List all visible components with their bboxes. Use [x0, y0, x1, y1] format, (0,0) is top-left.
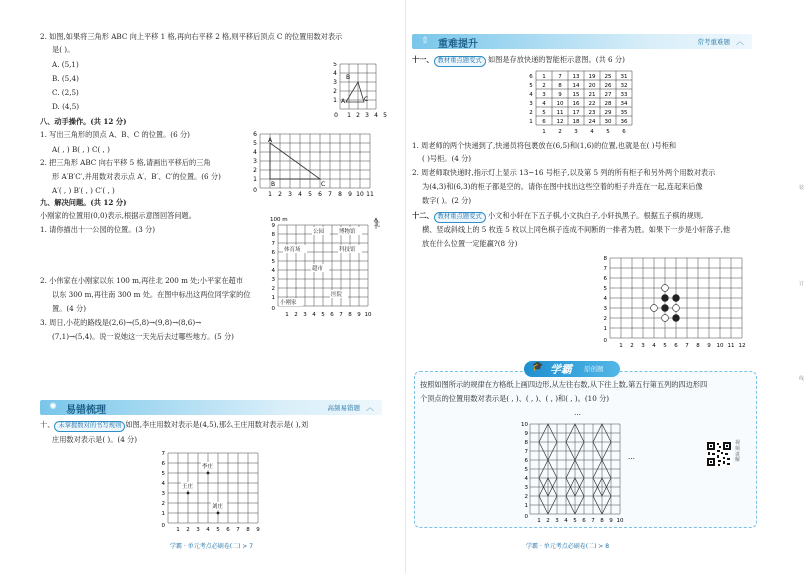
locker-cell: 34	[620, 101, 628, 107]
ytick: 3	[271, 277, 275, 283]
locker-cell: 33	[620, 92, 628, 98]
xtick: 1	[285, 312, 289, 318]
locker-cell: 27	[604, 92, 612, 98]
point-lizhuang	[207, 472, 210, 475]
q12-text-a: 小文和小轩在下五子棋,小文执白子,小轩执黑子。根据五子棋的规则,	[487, 211, 704, 220]
q2-option-a[interactable]: A. (5,1)	[52, 60, 79, 69]
lightbulb-icon: ✺	[49, 402, 57, 412]
q11-line	[412, 55, 625, 67]
xtick: 5	[308, 191, 312, 198]
ytick: 0	[161, 523, 165, 529]
q12-number: 十二、	[412, 211, 434, 220]
xtick: 3	[303, 312, 307, 318]
ytick: 5	[333, 62, 337, 68]
locker-row-label: 4	[529, 92, 533, 98]
binding-mark: 订	[799, 281, 805, 287]
xtick: 1	[619, 343, 623, 349]
original-title: 学霸	[550, 363, 572, 376]
xtick: 6	[226, 527, 230, 533]
s8-q2-line1: 2. 把三角形 ABC 向右平移 5 格,请画出平移后的三角	[40, 158, 211, 167]
s9-q2-line1: 2. 小伟家在小刚家以东 100 m,再往北 200 m 处;小平家在超市	[40, 276, 243, 285]
locker-cell: 24	[588, 119, 596, 125]
white-stone	[651, 305, 658, 312]
locker-col-label: 6	[622, 129, 626, 135]
xtick: 12	[738, 343, 746, 349]
q2-grid-figure	[326, 62, 388, 120]
ytick: 3	[161, 491, 165, 497]
xtick: 10	[616, 518, 624, 524]
xtick: 3	[288, 191, 292, 198]
mistakes-subtitle: 高频易错题	[327, 404, 360, 412]
locker-cell: 4	[542, 101, 546, 107]
locker-row-label: 3	[529, 101, 533, 107]
q11-q1-line2: ( )号柜。(4 分)	[422, 154, 472, 163]
original-line1: 按照如图所示的规律在方格纸上画四边形,从左往右数,从下往上数,第五行第五列的四边形四	[420, 380, 708, 389]
advanced-banner	[412, 34, 752, 49]
xtick: 4	[298, 191, 302, 198]
q10-grid-figure	[154, 449, 264, 533]
locker-cell: 26	[604, 83, 612, 89]
quadrilateral-pattern	[518, 420, 626, 524]
locker-cell: 28	[604, 101, 612, 107]
xtick: 2	[356, 112, 360, 119]
xtick: 8	[338, 191, 342, 198]
s9-q2-line3: 置。(4 分)	[52, 304, 87, 313]
ytick: 1	[524, 503, 528, 509]
white-stone	[673, 305, 680, 312]
qr-code-icon[interactable]	[706, 441, 732, 467]
mistakes-title: 易错梳理	[66, 405, 106, 416]
xtick: 6	[674, 343, 678, 349]
xtick: 2	[278, 191, 282, 198]
xtick: 5	[663, 343, 667, 349]
section-8-heading: 八、动手操作。(共 12 分)	[40, 117, 127, 126]
ytick: 4	[271, 268, 275, 274]
q10-line2: 庄用数对表示是( )。(4 分)	[52, 435, 138, 444]
chevron-up-icon[interactable]: ︿	[366, 403, 374, 412]
ytick: 4	[253, 149, 257, 156]
locker-cell: 2	[542, 83, 546, 89]
right-footer: 学霸 · 单元考点必刷卷(二) > 8	[526, 543, 610, 550]
s8-grid-figure	[248, 130, 380, 198]
xtick: 7	[236, 527, 240, 533]
q12-line1	[412, 211, 703, 223]
xtick: 1	[268, 191, 272, 198]
ytick: 5	[524, 467, 528, 473]
q11-number: 十一、	[412, 55, 434, 64]
xtick: 8	[348, 312, 352, 318]
white-stone	[662, 285, 669, 292]
locker-row-label: 2	[529, 110, 533, 116]
xtick: 7	[328, 191, 332, 198]
ytick: 2	[333, 88, 337, 95]
locker-cell: 22	[588, 101, 596, 107]
locker-cell: 7	[558, 74, 562, 80]
q12-line3: 放在什么位置一定能赢?(8 分)	[422, 239, 518, 248]
ytick: 1	[161, 511, 165, 517]
binding-mark: 线	[799, 376, 805, 382]
arrow-up-icon: ⇧	[421, 36, 429, 46]
locker-cell: 1	[542, 74, 546, 80]
fig-label-b: B	[346, 74, 351, 81]
q11-tag: 教材重点题变式	[434, 56, 486, 67]
xtick: 9	[357, 312, 361, 318]
place-xiaogang-home: 小刚家	[280, 300, 297, 306]
xtick: 5	[573, 518, 577, 524]
locker-cell: 19	[588, 74, 596, 80]
s8-q2-answer[interactable]: A′( , ) B′( , ) C′( , )	[52, 186, 115, 195]
place-supermarket: 超市	[312, 266, 324, 272]
s8-q1: 1. 写出三角形的顶点 A、B、C 的位置。(6 分)	[40, 130, 190, 139]
locker-row-label: 1	[529, 119, 533, 125]
xtick: 7	[685, 343, 689, 349]
ytick: 1	[253, 176, 257, 183]
s9-q3-line2: (7,1)→(5,4)。说一说她这一天先后去过哪些地方。(5 分)	[52, 332, 234, 341]
ytick: 4	[603, 296, 607, 302]
xtick: 3	[196, 527, 200, 533]
xtick: 9	[348, 191, 352, 198]
locker-cell: 18	[572, 119, 580, 125]
ytick: 0	[524, 514, 528, 520]
black-stone	[673, 295, 680, 302]
xtick: 1	[537, 518, 541, 524]
locker-cell: 29	[604, 110, 612, 116]
q2-line2: 是( )。	[52, 45, 75, 54]
s8-q2-line2: 形 A′B′C′,并用数对表示点 A′、B′、C′的位置。(6 分)	[52, 172, 221, 181]
ytick: 8	[524, 440, 528, 446]
locker-cell: 25	[604, 74, 612, 80]
xtick: 11	[727, 343, 735, 349]
black-stone	[662, 305, 669, 312]
locker-cell: 35	[620, 110, 628, 116]
s9-map-figure	[266, 213, 388, 321]
ytick: 1	[603, 326, 607, 332]
fig-label-a: A	[268, 137, 273, 144]
ytick: 6	[161, 461, 165, 467]
locker-cell: 17	[572, 110, 580, 116]
gomoku-board	[598, 254, 750, 350]
ytick: 4	[333, 70, 337, 77]
xtick: 2	[294, 312, 298, 318]
q11-text: 如图是存放快递的智能柜示意图。(共 6 分)	[487, 55, 625, 64]
locker-cell: 31	[620, 74, 628, 80]
black-stone	[662, 295, 669, 302]
ytick: 5	[253, 140, 257, 147]
xtick: 4	[374, 112, 378, 119]
ytick: 2	[253, 167, 257, 174]
triangle-abc	[346, 82, 364, 102]
ytick: 6	[603, 276, 607, 282]
locker-cell: 32	[620, 83, 628, 89]
place-liuzhuang: 刘庄	[212, 504, 224, 510]
xtick: 7	[591, 518, 595, 524]
original-line2: 个顶点的位置用数对表示是( , )、( , )、( , )和( , )。(10 分)	[420, 394, 610, 403]
xtick: 4	[652, 343, 656, 349]
ytick: 0	[253, 187, 257, 194]
ytick: 5	[271, 259, 275, 265]
fig-label-b: B	[271, 181, 276, 188]
locker-cell: 3	[542, 92, 546, 98]
xtick: 2	[546, 518, 550, 524]
q10-line1	[40, 420, 308, 432]
xtick: 3	[365, 112, 369, 119]
xtick: 4	[312, 312, 316, 318]
locker-cell: 16	[572, 101, 580, 107]
ytick: 6	[271, 250, 275, 256]
ytick: 2	[271, 286, 275, 292]
locker-col-label: 2	[558, 129, 562, 135]
s9-intro: 小刚家的位置用(0,0)表示,根据示意图回答问题。	[40, 211, 196, 220]
xtick: 2	[630, 343, 634, 349]
q2-option-b[interactable]: B. (5,4)	[52, 74, 79, 83]
xtick: 10	[716, 343, 724, 349]
ytick: 0	[271, 306, 275, 312]
place-hospital: 医院	[331, 292, 343, 298]
advanced-title: 重难提升	[438, 39, 478, 50]
ytick: 9	[524, 431, 528, 437]
place-wangzhuang: 王庄	[182, 484, 194, 490]
locker-cell: 30	[604, 119, 612, 125]
q10-text-a: 如图,李庄用数对表示是(4,5),那么王庄用数对表示是( ),刘	[125, 420, 309, 429]
locker-cell: 21	[588, 92, 596, 98]
ytick: 7	[271, 241, 275, 247]
original-subtitle: 原创题	[584, 365, 604, 373]
ytick: 7	[524, 449, 528, 455]
point-wangzhuang	[187, 492, 190, 495]
north-label: 北	[374, 221, 381, 228]
locker-cell: 9	[558, 92, 562, 98]
locker-cell: 12	[556, 119, 564, 125]
dots-right: …	[628, 453, 635, 461]
q12-line2: 横、竖或斜线上的 5 枚连 5 枚以上同色棋子连成不间断的一排者为胜。如果下一步是小轩落子,他	[422, 225, 731, 234]
qr-label: 视频讲解	[735, 440, 741, 464]
left-footer: 学霸 · 单元考点必刷卷(二) > 7	[170, 543, 254, 550]
place-museum: 博物馆	[339, 229, 356, 235]
locker-cell: 10	[556, 101, 564, 107]
locker-col-label: 4	[590, 129, 594, 135]
ytick: 4	[524, 476, 528, 482]
section-9-heading: 九、解决问题。(共 12 分)	[40, 198, 127, 207]
locker-cell: 11	[556, 110, 564, 116]
xtick: 5	[383, 112, 387, 119]
black-stone	[673, 315, 680, 322]
locker-cell: 5	[542, 110, 546, 116]
ytick: 3	[253, 158, 257, 165]
mistakes-banner	[40, 400, 382, 415]
scale-unit: 100 m	[270, 217, 288, 223]
xtick: 5	[321, 312, 325, 318]
ytick: 5	[161, 471, 165, 477]
q12-tag: 教材重点题变式	[434, 212, 486, 223]
fig-label-c: C	[364, 96, 369, 103]
locker-cell: 6	[542, 119, 546, 125]
ytick: 10	[521, 422, 528, 428]
xtick: 8	[246, 527, 250, 533]
ytick: 1	[271, 295, 275, 301]
place-park: 公园	[313, 229, 325, 235]
xtick: 10	[364, 312, 372, 318]
locker-col-label: 3	[574, 129, 578, 135]
xtick: 9	[609, 518, 613, 524]
locker-col-label: 5	[606, 129, 610, 135]
xtick: 9	[256, 527, 260, 533]
xtick: 2	[186, 527, 190, 533]
ytick: 7	[603, 266, 607, 272]
fig-label-a: A	[341, 98, 346, 105]
ytick: 6	[253, 131, 257, 138]
xtick: 3	[641, 343, 645, 349]
xtick: 5	[216, 527, 220, 533]
xtick: 0	[334, 112, 338, 119]
s9-q3-line1: 3. 周日,小花的路线是(2,6)→(5,8)→(9,8)→(8,6)→	[40, 318, 202, 327]
xtick: 1	[176, 527, 180, 533]
fig-label-c: C	[321, 181, 326, 188]
advanced-subtitle: 常考重难题	[697, 38, 730, 46]
xtick: 11	[366, 191, 374, 198]
right-page	[405, 0, 810, 573]
xtick: 3	[555, 518, 559, 524]
q11-q2-line3: 数字( )。(2 分)	[422, 196, 472, 205]
locker-table	[526, 68, 638, 136]
ytick: 3	[524, 485, 528, 491]
xtick: 9	[707, 343, 711, 349]
ytick: 3	[603, 306, 607, 312]
q2-line1: 2. 如图,如果将三角形 ABC 向上平移 1 格,再向右平移 2 格,则平移后顶点 C 的位置用数对表示	[40, 32, 343, 41]
locker-row-label: 5	[529, 83, 533, 89]
s8-q1-answer[interactable]: A( , ) B( , ) C( , )	[52, 145, 110, 154]
xtick: 6	[582, 518, 586, 524]
xtick: 6	[318, 191, 322, 198]
q2-option-c[interactable]: C. (2,5)	[52, 88, 79, 97]
original-badge	[524, 361, 620, 377]
xtick: 10	[356, 191, 364, 198]
ytick: 9	[271, 223, 275, 229]
binding-mark: 装	[799, 185, 805, 191]
xtick: 1	[347, 112, 351, 119]
xtick: 7	[339, 312, 343, 318]
white-stone	[662, 315, 669, 322]
s9-q2-line2: 以东 300 m,再往南 300 m 处。在图中标出这两位同学家的位	[52, 290, 251, 299]
ytick: 1	[333, 97, 337, 104]
graduation-cap-icon: 🎓	[532, 362, 544, 372]
xtick: 6	[330, 312, 334, 318]
point-liuzhuang	[217, 512, 220, 515]
locker-cell: 36	[620, 119, 628, 125]
ytick: 6	[524, 458, 528, 464]
dots-top: …	[574, 409, 581, 417]
xtick: 4	[206, 527, 210, 533]
q11-q1-line1: 1. 周老师的两个快递到了,快递员将包裹放在(6,5)和(1,6)的位置,也就是在( )号柜和	[412, 141, 677, 150]
ytick: 2	[603, 316, 607, 322]
q2-option-d[interactable]: D. (4,5)	[52, 102, 80, 111]
ytick: 8	[271, 232, 275, 238]
ytick: 7	[161, 451, 165, 457]
left-page	[0, 0, 405, 573]
locker-cell: 13	[572, 74, 580, 80]
place-lizhuang: 李庄	[202, 464, 214, 470]
ytick: 4	[161, 481, 165, 487]
locker-cell: 15	[572, 92, 580, 98]
ytick: 2	[524, 494, 528, 500]
chevron-up-icon[interactable]: ︿	[736, 37, 744, 46]
locker-col-label: 1	[542, 129, 546, 135]
ytick: 0	[603, 338, 607, 344]
locker-cell: 8	[558, 83, 562, 89]
q10-number: 十、	[40, 420, 55, 429]
ytick: 5	[603, 286, 607, 292]
locker-row-label: 6	[529, 74, 533, 80]
s9-q1: 1. 请你描出十一公园的位置。(3 分)	[40, 225, 156, 234]
place-science-museum: 科技馆	[339, 247, 356, 253]
q11-q2-line2: 为(4,3)和(6,3)的柜子都是空的。请你在图中找出这些空着的柜子并连在一起,连起来后像	[422, 182, 703, 191]
locker-cell: 23	[588, 110, 596, 116]
place-stadium: 体育场	[284, 247, 301, 253]
locker-cell: 14	[572, 83, 580, 89]
xtick: 8	[600, 518, 604, 524]
xtick: 8	[696, 343, 700, 349]
locker-cell: 20	[588, 83, 596, 89]
xtick: 4	[564, 518, 568, 524]
ytick: 8	[603, 256, 607, 262]
q10-tag: 未掌握数对的书写规则	[54, 421, 125, 432]
ytick: 3	[333, 79, 337, 86]
ytick: 2	[161, 501, 165, 507]
q11-q2-line1: 2. 周老师取快递时,指示灯上显示 13~16 号柜子,以及第 5 列的所有柜子和另外两个用数对表示	[412, 168, 716, 177]
